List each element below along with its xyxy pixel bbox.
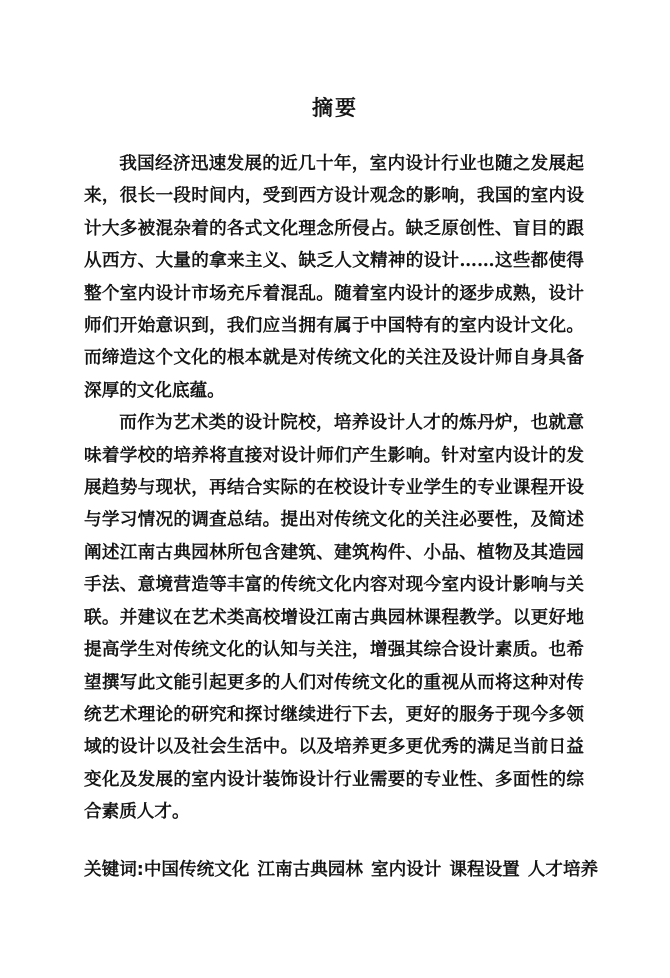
keyword-item: 人才培养 xyxy=(527,860,599,880)
keyword-item: 中国传统文化 xyxy=(143,860,250,880)
page-title: 摘要 xyxy=(312,96,358,120)
keyword-item: 室内设计 xyxy=(370,860,442,880)
abstract-paragraph-2: 而作为艺术类的设计院校，培养设计人才的炼丹炉，也就意味着学校的培养将直接对设计师们产生影响。针对室内设计的发展趋势与现状，再结合实际的在校设计专业学生的专业课程开设与学习情况的调查总结。提出对传统文化的关注必要性，及简述阐述江南古典园林所包含建筑、建筑构件、小品、植物及其造园手法、意境营造等丰富的传统文化内容对现今室内设计影响与关联。并建议在艺术类高校增设江南古典园林课程教学。以更好地提高学生对传统文化的认知与关注，增强其综合设计素质。也希望撰写此文能引起更多的人们对传统文化的重视从而将这种对传统艺术理论的研究和探讨继续进行下去，更好的服务于现今多领域的设计以及社会生活中。以及培养更多更优秀的满足当前日益变化及发展的室内设计装饰设计行业需要的专业性、多面性的综合素质人才。 xyxy=(84,412,584,823)
keywords-line xyxy=(84,858,599,882)
abstract-paragraph-1: 我国经济迅速发展的近几十年，室内设计行业也随之发展起来，很长一段时间内，受到西方设计观念的影响，我国的室内设计大多被混杂着的各式文化理念所侵占。缺乏原创性、盲目的跟从西方、大量的拿来主义、缺乏人文精神的设计……这些都使得整个室内设计市场充斥着混乱。随着室内设计的逐步成熟，设计师们开始意识到，我们应当拥有属于中国特有的室内设计文化。而缔造这个文化的根本就是对传统文化的关注及设计师自身具备深厚的文化底蕴。 xyxy=(84,153,584,401)
keyword-item: 江南古典园林 xyxy=(257,860,363,880)
keyword-item: 课程设置 xyxy=(449,860,520,880)
abstract-body xyxy=(84,148,584,829)
keywords-label: 关键词: xyxy=(84,860,144,880)
